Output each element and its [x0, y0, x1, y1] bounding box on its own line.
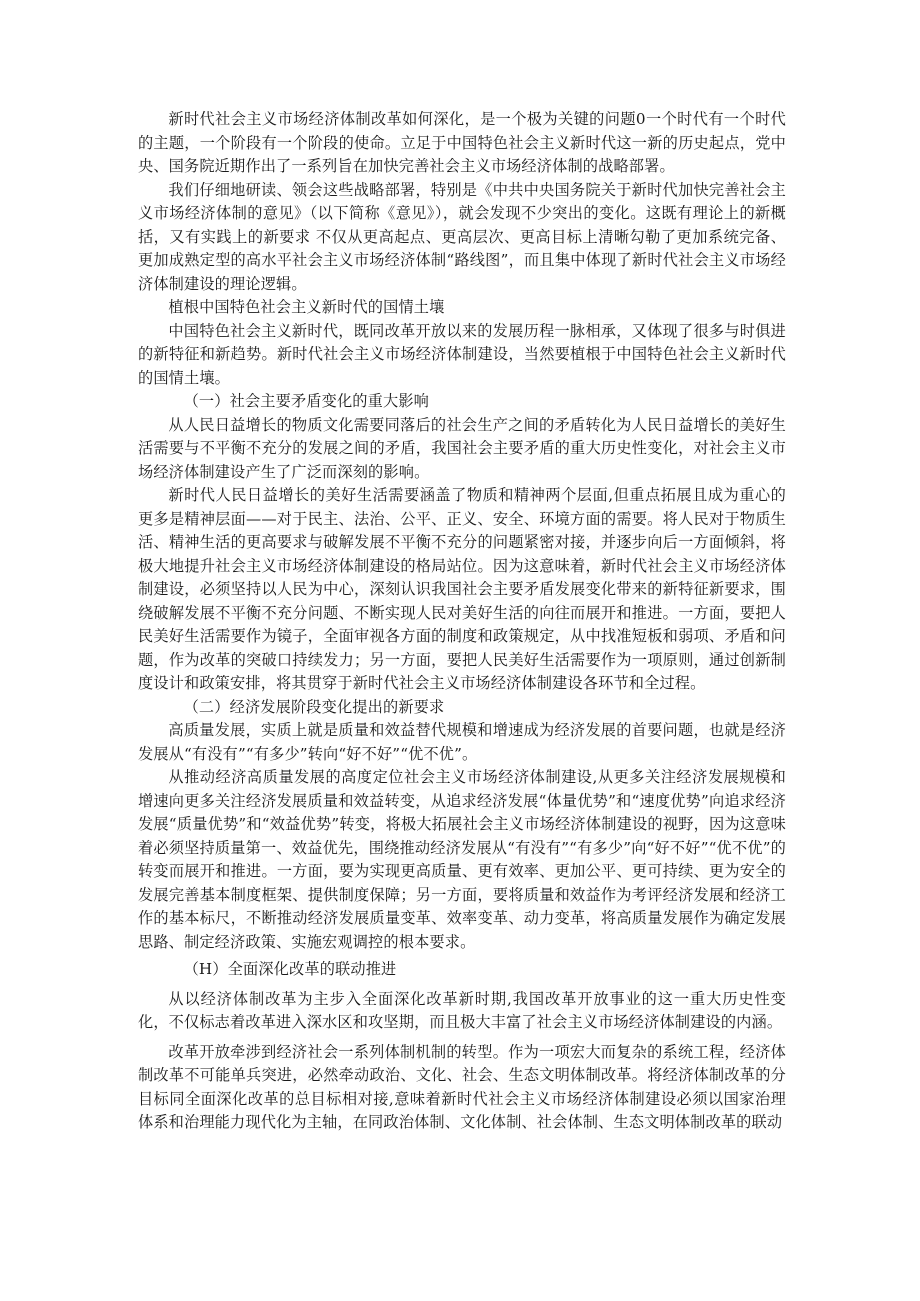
document-page: [138, 108, 786, 1135]
paragraph-high-quality: 高质量发展，实质上就是质量和效益替代规模和增速成为经济发展的首要问题，也就是经济发展从“有没有”“有多少”转向“好不好”“优不优”。: [138, 721, 786, 763]
paragraph-intro: 新时代社会主义市场经济体制改革如何深化，是一个极为关键的问题0一个时代有一个时代的主题，一个阶段有一个阶段的使命。立足于中国特色社会主义新时代这一新的历史起点，党中央、国务院近期作出了一系列旨在加快完善社会主义市场经济体制的战略部署。: [138, 110, 786, 175]
section-heading: 植根中国特色社会主义新时代的国情土壤: [168, 298, 445, 316]
paragraph-study: 我们仔细地研读、领会这些战略部署，特别是《中共中央国务院关于新时代加快完善社会主义市场经济体制的意见》（以下简称《意见》），就会发现不少突出的变化。这既有理论上的新概括，又有实践上的新要求 不仅从更高起点、更高层次、更高目标上清晰勾勒了更加系统完备、更加成熟定型的高水平社会主义市场经济体制“路线图”，而且集中体现了新时代社会主义市场经济体制建设的理论逻辑。: [138, 180, 786, 293]
subheading-1: （一）社会主要矛盾变化的重大影响: [183, 392, 429, 410]
subheading-2: （二）经济发展阶段变化提出的新要求: [183, 697, 445, 716]
paragraph-deepening-reform: 从以经济体制改革为主步入全面深化改革新时期,我国改革开放事业的这一重大历史性变化，不仅标志着改革进入深水区和攻坚期，而且极大丰富了社会主义市场经济体制建设的内涵。: [138, 989, 786, 1031]
paragraph-system-transition: 改革开放牵涉到经济社会一系列体制机制的转型。作为一项宏大而复杂的系统工程，经济体制改革不可能单兵突进，必然牵动政治、文化、社会、生态文明体制改革。将经济体制改革的分目标同全面深化改革的总目标相对接,意味着新时代社会主义市场经济体制建设必须以国家治理体系和治理能力现代化为主轴，在同政治体制、文化体制、社会体制、生态文明体制改革的联动: [138, 1042, 786, 1131]
paragraph-new-era: 中国特色社会主义新时代，既同改革开放以来的发展历程一脉相承，又体现了很多与时俱进的新特征和新趋势。新时代社会主义市场经济体制建设，当然要植根于中国特色社会主义新时代的国情土壤。: [138, 321, 786, 387]
subheading-3: （H）全面深化改革的联动推进: [183, 960, 397, 978]
paragraph-better-life: 新时代人民日益增长的美好生活需要涵盖了物质和精神两个层面,但重点拓展且成为重心的更多是精神层面——对于民主、法治、公平、正义、安全、环境方面的需要。将人民对于物质生活、精神生活的更高要求与破解发展不平衡不充分的问题紧密对接，并逐步向后一方面倾斜，将极大地提升社会主义市场经济体制建设的格局站位。因为这意味着，新时代社会主义市场经济体制建设，必须坚持以人民为中心，深刻认识我国社会主要矛盾发展变化带来的新特征新要求，围绕破解发展不平衡不充分问题、不断实现人民对美好生活的向往而展开和推进。一方面，要把人民美好生活需要作为镜子，全面审视各方面的制度和政策规定，从中找准短板和弱项、矛盾和问题，作为改革的突破口持续发力；另一方面，要把人民美好生活需要作为一项原则，通过创新制度设计和政策安排，将其贯穿于新时代社会主义市场经济体制建设各环节和全过程。: [138, 486, 786, 692]
paragraph-quality-efficiency: 从推动经济高质量发展的高度定位社会主义市场经济体制建设,从更多关注经济发展规模和增速向更多关注经济发展质量和效益转变，从追求经济发展“体量优势”和“速度优势”向追求经济发展“质量优势”和“效益优势”转变，将极大拓展社会主义市场经济体制建设的视野，因为这意味着必须坚持质量第一、效益优先，围绕推动经济发展从“有没有”“有多少”向“好不好”“优不优”的转变而展开和推进。一方面，要为实现更高质量、更有效率、更加公平、更可持续、更为安全的发展完善基本制度框架、提供制度保障；另一方面，要将质量和效益作为考评经济发展和经济工作的基本标尺，不断推动经济发展质量变革、效率变革、动力变革，将高质量发展作为确定发展思路、制定经济政策、实施宏观调控的根本要求。: [138, 768, 786, 951]
paragraph-contradiction: 从人民日益增长的物质文化需要同落后的社会生产之间的矛盾转化为人民日益增长的美好生活需要与不平衡不充分的发展之间的矛盾，我国社会主要矛盾的重大历史性变化，对社会主义市场经济体制建设产生了广泛而深刻的影响。: [138, 415, 786, 481]
